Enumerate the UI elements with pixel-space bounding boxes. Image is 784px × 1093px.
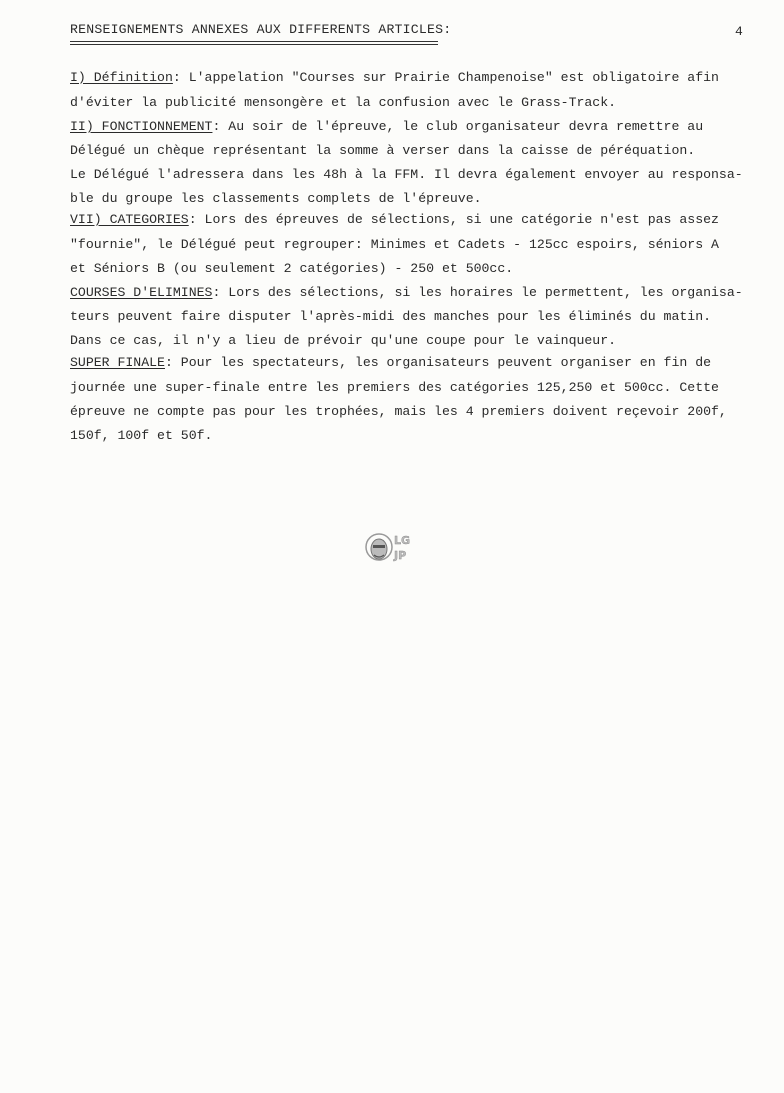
line-text: : Au soir de l'épreuve, le club organisateur devra remettre au — [212, 119, 704, 134]
line-text: et Séniors B (ou seulement 2 catégories) - 250 et 500cc. — [70, 261, 514, 276]
text-line — [70, 212, 719, 227]
line-text: teurs peuvent faire disputer l'après-midi des manches pour les éliminés du matin. — [70, 309, 712, 324]
line-text: Délégué un chèque représentant la somme à verser dans la caisse de péréquation. — [70, 143, 696, 158]
line-text: Dans ce cas, il n'y a lieu de prévoir qu'une coupe pour le vainqueur. — [70, 333, 617, 348]
text-line — [70, 380, 719, 395]
line-text: : L'appelation "Courses sur Prairie Champenoise" est obligatoire afin — [172, 70, 719, 85]
document-title: RENSEIGNEMENTS ANNEXES AUX DIFFERENTS ARTICLES: — [70, 22, 452, 37]
text-line — [70, 404, 727, 419]
svg-text:LG: LG — [394, 534, 411, 547]
line-text: : Pour les spectateurs, les organisateurs peuvent organiser en fin de — [164, 355, 712, 370]
text-line — [70, 428, 212, 443]
section-heading: COURSES D'ELIMINES — [70, 285, 213, 300]
lgjp-portrait-logo-icon — [364, 525, 420, 569]
text-line — [70, 261, 513, 276]
section-heading: II) FONCTIONNEMENT — [70, 119, 213, 134]
title-double-rule-bottom — [70, 44, 438, 45]
line-text: ble du groupe les classements complets de l'épreuve. — [70, 191, 482, 206]
line-text: Le Délégué l'adressera dans les 48h à la FFM. Il devra également envoyer au responsa- — [70, 167, 743, 182]
text-line — [70, 143, 695, 158]
svg-text:JP: JP — [394, 549, 407, 562]
line-text: "fournie", le Délégué peut regrouper: Minimes et Cadets - 125cc espoirs, séniors A — [70, 237, 719, 252]
line-text: journée une super-finale entre les premiers des catégories 125,250 et 500cc. Cette — [70, 380, 719, 395]
text-line — [70, 95, 616, 110]
text-line — [70, 355, 711, 370]
line-text: d'éviter la publicité mensongère et la confusion avec le Grass-Track. — [70, 95, 617, 110]
section-heading: I) Définition — [70, 70, 173, 85]
section-heading: VII) CATEGORIES — [70, 212, 189, 227]
title-double-rule-top — [70, 41, 438, 42]
line-text: : Lors des épreuves de sélections, si une catégorie n'est pas assez — [188, 212, 719, 227]
section-heading: SUPER FINALE — [70, 355, 165, 370]
page-number: 4 — [735, 24, 743, 39]
text-line — [70, 309, 711, 324]
line-text: 150f, 100f et 50f. — [70, 428, 213, 443]
text-line — [70, 167, 743, 182]
text-line — [70, 333, 616, 348]
line-text: épreuve ne compte pas pour les trophées, mais les 4 premiers doivent reçevoir 200f, — [70, 404, 727, 419]
text-line — [70, 119, 703, 134]
text-line — [70, 191, 482, 206]
line-text: : Lors des sélections, si les horaires le permettent, les organisa- — [212, 285, 743, 300]
text-line — [70, 70, 719, 85]
text-line — [70, 237, 719, 252]
text-line — [70, 285, 743, 300]
